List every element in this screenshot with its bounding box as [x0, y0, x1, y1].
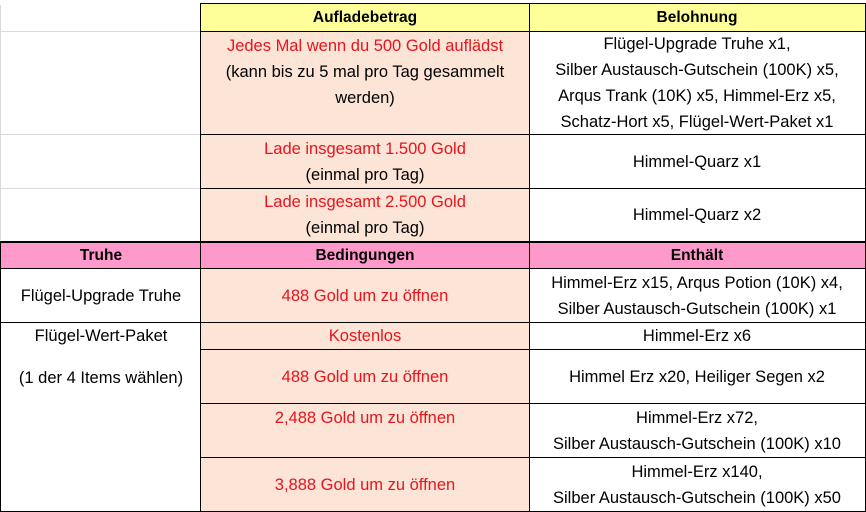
- reward-cell[interactable]: Flügel-Upgrade Truhe x1, Silber Austausch-Gutschein (100K) x5, Arqus Trank (10K) x5, Himmel-Erz x5, Schatz-Hort x5, Flügel-Wert-Paket x1: [529, 32, 865, 134]
- chest-name-cell[interactable]: Flügel-Upgrade Truhe: [1, 269, 201, 322]
- reward-cell[interactable]: Himmel-Quarz x1: [529, 135, 865, 188]
- header-conditions[interactable]: Bedingungen: [201, 243, 529, 268]
- condition-cell[interactable]: Kostenlos: [201, 323, 529, 349]
- contains-cell[interactable]: Himmel-Erz x6: [529, 323, 865, 349]
- table-border: [200, 403, 866, 404]
- header-recharge-amount[interactable]: Aufladebetrag: [201, 4, 529, 31]
- table-border: [0, 241, 1, 512]
- contains-cell[interactable]: Himmel-Erz x15, Arqus Potion (10K) x4, Silber Austausch-Gutschein (100K) x1: [529, 269, 865, 322]
- condition-cell[interactable]: 488 Gold um zu öffnen: [201, 269, 529, 322]
- header-chest[interactable]: Truhe: [1, 243, 201, 268]
- condition-cell[interactable]: 488 Gold um zu öffnen: [201, 350, 529, 403]
- table-border: [200, 3, 866, 4]
- gridline: [0, 188, 200, 189]
- contains-cell[interactable]: Himmel-Erz x72, Silber Austausch-Gutschein (100K) x10: [529, 404, 865, 457]
- recharge-amount-cell[interactable]: Lade insgesamt 2.500 Gold (einmal pro Tag): [201, 189, 529, 241]
- reward-cell[interactable]: Himmel-Quarz x2: [529, 189, 865, 241]
- table-border: [200, 241, 201, 512]
- table-border: [0, 322, 866, 323]
- condition-cell[interactable]: 3,888 Gold um zu öffnen: [201, 458, 529, 511]
- header-reward[interactable]: Belohnung: [529, 4, 865, 31]
- table-border: [0, 241, 866, 243]
- table-border: [200, 3, 201, 242]
- table-border: [200, 188, 866, 189]
- gridline: [0, 31, 200, 32]
- table-border: [200, 457, 866, 458]
- chest-name-cell[interactable]: Flügel-Wert-Paket (1 der 4 Items wählen): [1, 323, 201, 511]
- header-contains[interactable]: Enthält: [529, 243, 865, 268]
- table-border: [200, 31, 866, 32]
- table-border: [200, 134, 866, 135]
- table-border: [200, 349, 866, 350]
- recharge-amount-cell[interactable]: Jedes Mal wenn du 500 Gold auflädst (kann bis zu 5 mal pro Tag gesammelt werden): [201, 32, 529, 134]
- gridline: [0, 134, 200, 135]
- condition-cell[interactable]: 2,488 Gold um zu öffnen: [201, 404, 529, 457]
- table-border: [529, 241, 530, 512]
- contains-cell[interactable]: Himmel-Erz x140, Silber Austausch-Gutschein (100K) x50: [529, 458, 865, 511]
- table-border: [529, 3, 530, 242]
- gridline: [0, 5, 1, 240]
- table-border: [0, 268, 866, 269]
- recharge-amount-cell[interactable]: Lade insgesamt 1.500 Gold (einmal pro Tag): [201, 135, 529, 188]
- contains-cell[interactable]: Himmel Erz x20, Heiliger Segen x2: [529, 350, 865, 403]
